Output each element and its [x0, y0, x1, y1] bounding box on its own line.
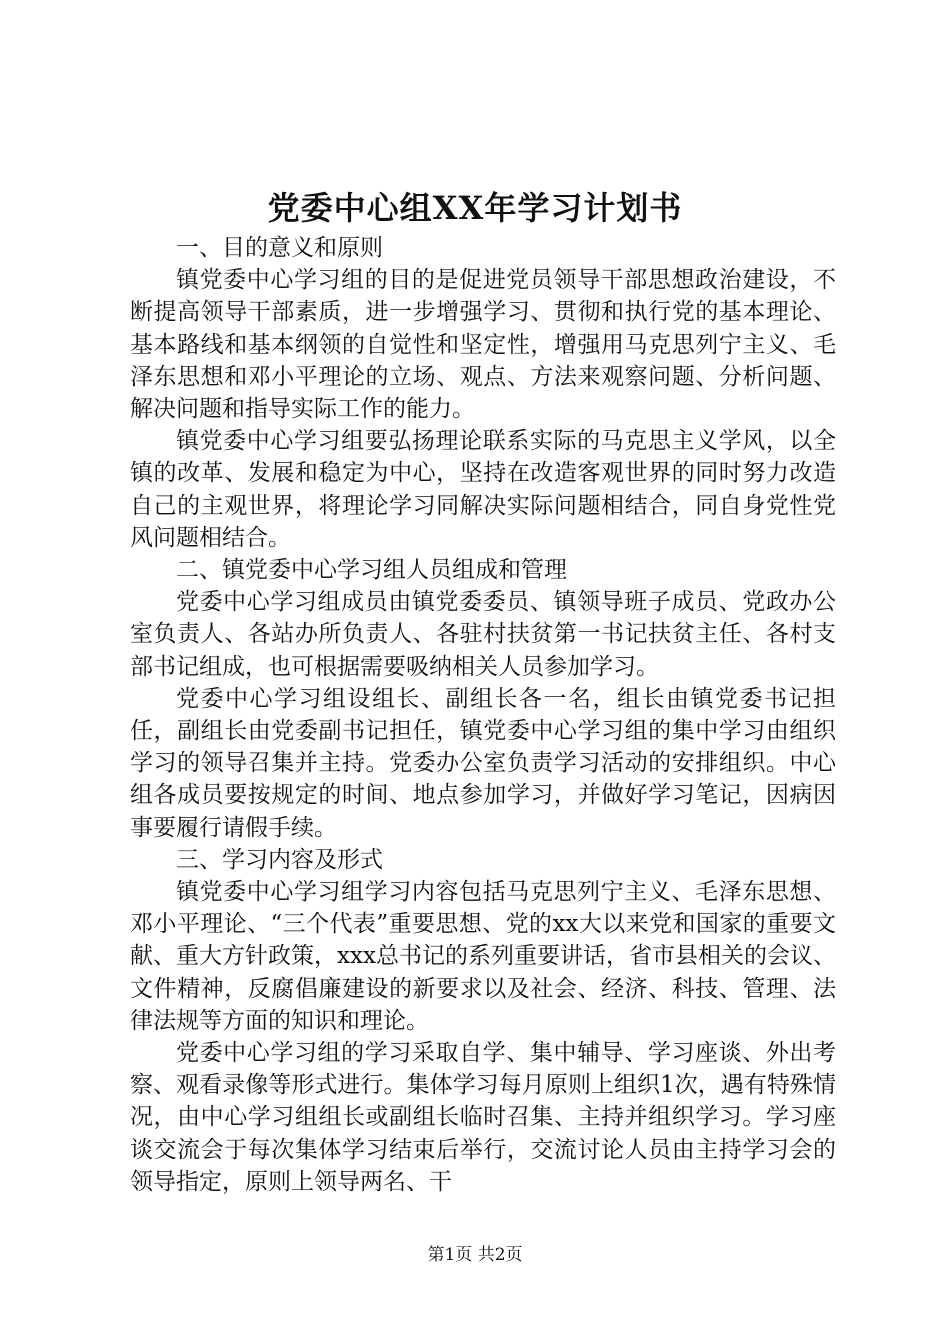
- document-body: [130, 232, 836, 1198]
- paragraph: 党委中心学习组的学习采取自学、集中辅导、学习座谈、外出考察、观看录像等形式进行。集体学习每月原则上组织1次，遇有特殊情况，由中心学习组组长或副组长临时召集、主持并组织学习。学习座谈交流会于每次集体学习结束后举行，交流讨论人员由主持学习会的领导指定，原则上领导两名、干: [130, 1040, 836, 1195]
- section-heading-2: 二、镇党委中心学习组人员组成和管理: [176, 557, 567, 584]
- section-heading-1: 一、目的意义和原则: [176, 235, 383, 261]
- paragraph: 镇党委中心学习组学习内容包括马克思列宁主义、毛泽东思想、邓小平理论、“三个代表”重要思想、党的xx大以来党和国家的重要文献、重大方针政策，xxx总书记的系列重要讲话，省市县相关的会议、文件精神，反腐倡廉建设的新要求以及社会、经济、科技、管理、法律法规等方面的知识和理论。: [130, 879, 836, 1034]
- paragraph: 镇党委中心学习组要弘扬理论联系实际的马克思主义学风，以全镇的改革、发展和稳定为中心，坚持在改造客观世界的同时努力改造自己的主观世界，将理论学习同解决实际问题相结合，同自身党性党风问题相结合。: [130, 428, 836, 551]
- paragraph: 党委中心学习组成员由镇党委委员、镇领导班子成员、党政办公室负责人、各站办所负责人、各驻村扶贫第一书记扶贫主任、各村支部书记组成，也可根据需要吸纳相关人员参加学习。: [130, 589, 836, 680]
- paragraph: 镇党委中心学习组的目的是促进党员领导干部思想政治建设，不断提高领导干部素质，进一步增强学习、贯彻和执行党的基本理论、基本路线和基本纲领的自觉性和坚定性，增强用马克思列宁主义、毛泽东思想和邓小平理论的立场、观点、方法来观察问题、分析问题、解决问题和指导实际工作的能力。: [130, 267, 836, 423]
- section-heading-3: 三、学习内容及形式: [176, 846, 383, 873]
- paragraph: 党委中心学习组设组长、副组长各一名，组长由镇党委书记担任，副组长由党委副书记担任，镇党委中心学习组的集中学习由组织学习的领导召集并主持。党委办公室负责学习活动的安排组织。中心组各成员要按规定的时间、地点参加学习，并做好学习笔记，因病因事要履行请假手续。: [130, 685, 836, 841]
- page-number-footer: 第1页 共2页: [427, 1245, 523, 1265]
- document-title: 党委中心组XX年学习计划书: [267, 189, 683, 227]
